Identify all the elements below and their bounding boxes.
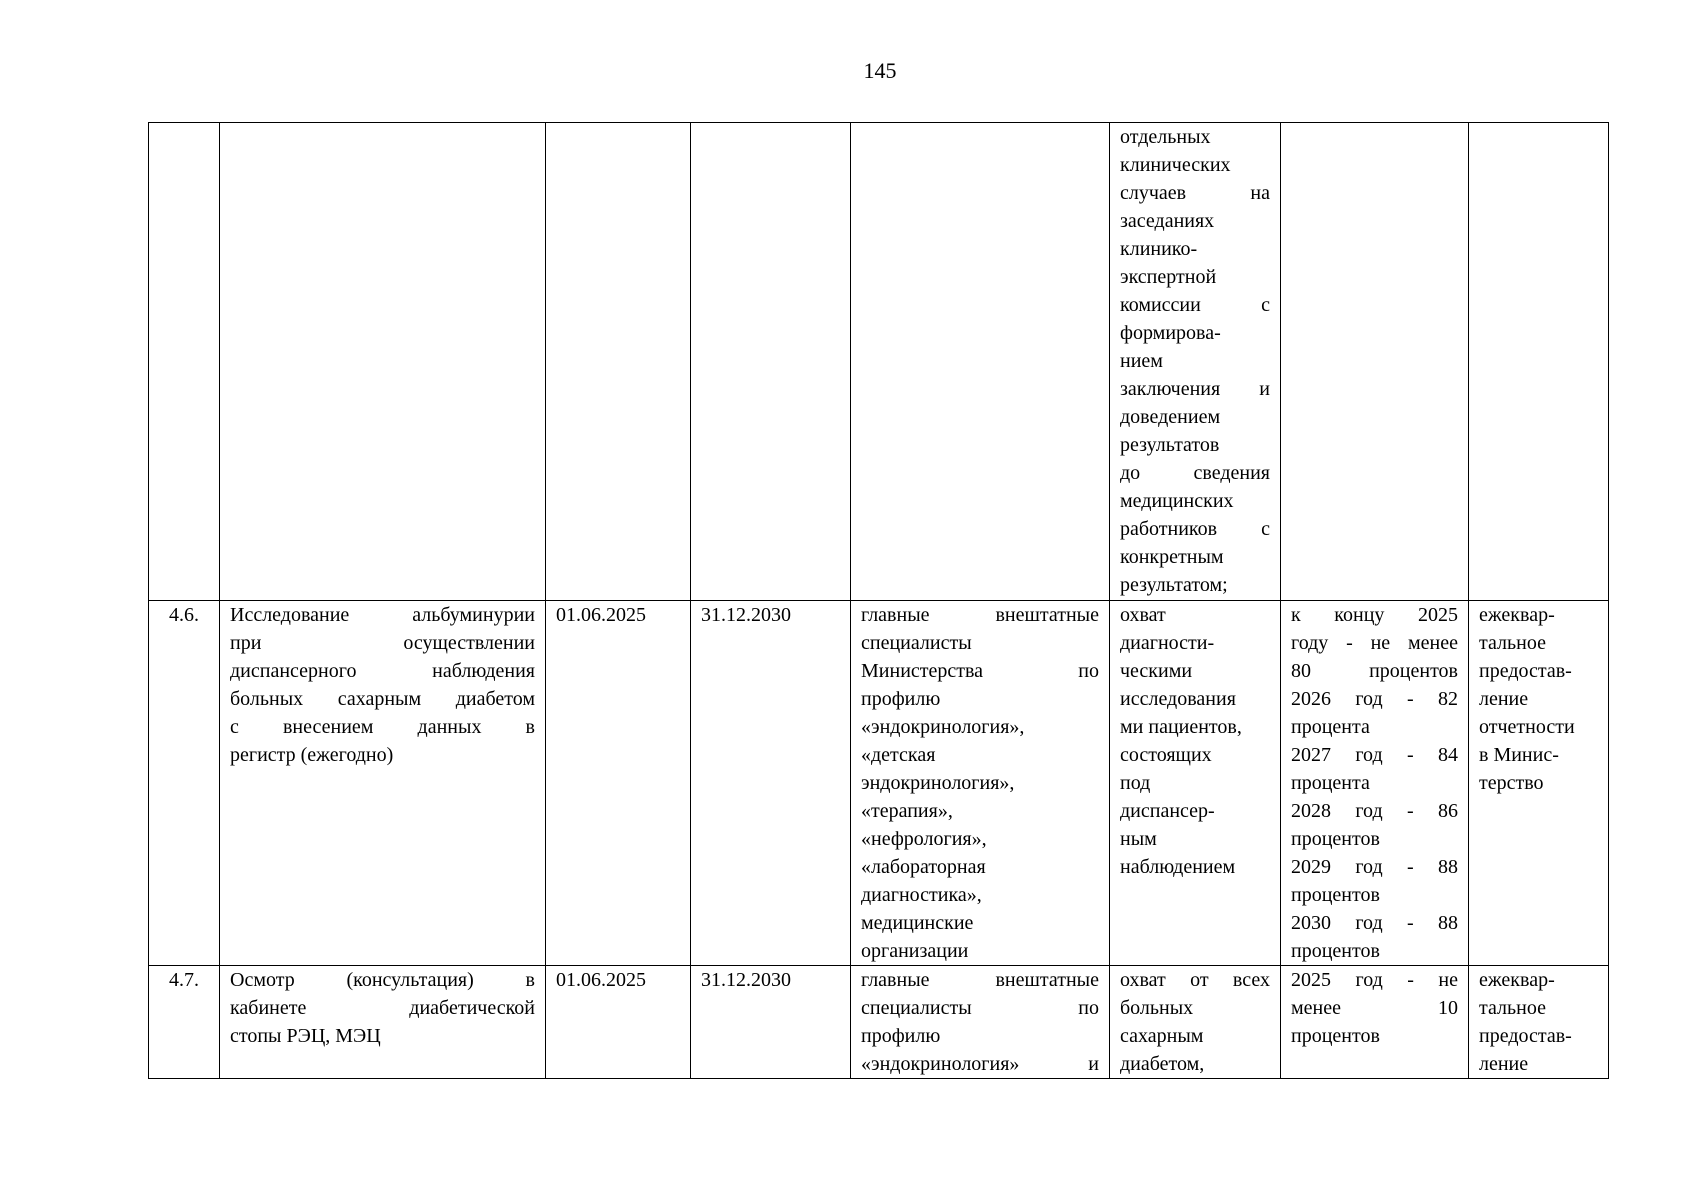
- cell-line: тальное: [1479, 997, 1546, 1019]
- cell-line: охват от всех: [1120, 969, 1270, 991]
- cell-line: 2030 год - 88: [1291, 912, 1458, 934]
- cell-line: под: [1120, 772, 1151, 794]
- cell-line: специалисты по: [861, 997, 1099, 1019]
- event-cell: [220, 966, 546, 1079]
- cell-line: охват: [1120, 604, 1166, 626]
- cell-line: главные внештатные: [861, 969, 1099, 991]
- table-row-continuation: [149, 123, 1609, 601]
- plan-table: [148, 122, 1609, 1079]
- cell-line: клинических: [1120, 154, 1231, 176]
- cell-line: случаев на: [1120, 182, 1270, 204]
- cell-line: комиссии с: [1120, 294, 1270, 316]
- cell-line: работников с: [1120, 518, 1270, 540]
- cell-line: процентов: [1291, 884, 1380, 906]
- cell-line: «лабораторная: [861, 856, 986, 878]
- cell-line: 2027 год - 84: [1291, 744, 1458, 766]
- reporting-cell: [1469, 966, 1609, 1079]
- cell-line: 2025 год - не: [1291, 969, 1458, 991]
- cell-line: результатом;: [1120, 574, 1228, 596]
- cell-line: профилю: [861, 1025, 941, 1047]
- cell-line: ным: [1120, 828, 1157, 850]
- cell-line: формирова-: [1120, 322, 1221, 344]
- indicator-cell: [1110, 123, 1281, 601]
- cell-line: диабетом,: [1120, 1053, 1205, 1075]
- cell-line: 80 процентов: [1291, 660, 1458, 682]
- cell-line: Осмотр (консультация) в: [230, 969, 535, 991]
- page-number: 145: [863, 58, 897, 83]
- row-number-cell: 4.7.: [149, 966, 220, 1079]
- reporting-cell: [1469, 601, 1609, 966]
- cell-line: предостав-: [1479, 660, 1572, 682]
- cell-line: с внесением данных в: [230, 716, 535, 738]
- cell-line: 2029 год - 88: [1291, 856, 1458, 878]
- cell-line: ление: [1479, 688, 1529, 710]
- cell-line: доведением: [1120, 406, 1221, 428]
- cell-line: диспансерного наблюдения: [230, 660, 535, 682]
- cell-line: до сведения: [1120, 462, 1270, 484]
- cell-line: кабинете диабетической: [230, 997, 535, 1019]
- target-cell: [1281, 601, 1469, 966]
- cell-line: результатов: [1120, 434, 1220, 456]
- cell-line: заключения и: [1120, 378, 1270, 400]
- target-cell: [1281, 966, 1469, 1079]
- cell-line: предостав-: [1479, 1025, 1572, 1047]
- cell-line: ми пациентов,: [1120, 716, 1242, 738]
- cell-line: эндокринология»,: [861, 772, 1015, 794]
- cell-line: диспансер-: [1120, 800, 1215, 822]
- cell-line: процентов: [1291, 940, 1380, 962]
- cell-line: процента: [1291, 716, 1370, 738]
- reporting-cell: [1469, 123, 1609, 601]
- cell-line: в Минис-: [1479, 744, 1559, 766]
- indicator-cell: [1110, 601, 1281, 966]
- cell-line: при осуществлении: [230, 632, 535, 654]
- row-number-cell: [149, 123, 220, 601]
- cell-line: 2028 год - 86: [1291, 800, 1458, 822]
- event-cell: [220, 601, 546, 966]
- row-number-cell: 4.6.: [149, 601, 220, 966]
- cell-line: отдельных: [1120, 126, 1211, 148]
- cell-line: отчетности: [1479, 716, 1575, 738]
- table-row-4-7: [149, 966, 1609, 1079]
- executors-cell: [851, 123, 1110, 601]
- cell-line: «детская: [861, 744, 936, 766]
- indicator-cell: [1110, 966, 1281, 1079]
- cell-line: состоящих: [1120, 744, 1212, 766]
- cell-line: году - не менее: [1291, 632, 1458, 654]
- cell-line: тальное: [1479, 632, 1546, 654]
- table-row-4-6: [149, 601, 1609, 966]
- cell-line: ление: [1479, 1053, 1529, 1075]
- cell-line: наблюдением: [1120, 856, 1236, 878]
- cell-line: процентов: [1291, 828, 1380, 850]
- executors-cell: [851, 966, 1110, 1079]
- cell-line: «нефрология»,: [861, 828, 987, 850]
- cell-line: исследования: [1120, 688, 1236, 710]
- cell-line: сахарным: [1120, 1025, 1204, 1047]
- start-date-cell: 01.06.2025: [546, 966, 691, 1079]
- target-cell: [1281, 123, 1469, 601]
- cell-line: организации: [861, 940, 969, 962]
- cell-line: нием: [1120, 350, 1163, 372]
- cell-line: больных: [1120, 997, 1194, 1019]
- cell-line: регистр (ежегодно): [230, 744, 394, 766]
- cell-line: процента: [1291, 772, 1370, 794]
- cell-line: «эндокринология» и: [861, 1053, 1099, 1075]
- cell-line: Министерства по: [861, 660, 1099, 682]
- end-date-cell: [691, 123, 851, 601]
- cell-line: ежеквар-: [1479, 969, 1555, 991]
- cell-line: процентов: [1291, 1025, 1380, 1047]
- cell-line: заседаниях: [1120, 210, 1215, 232]
- cell-line: главные внештатные: [861, 604, 1099, 626]
- cell-line: «терапия»,: [861, 800, 953, 822]
- cell-line: стопы РЭЦ, МЭЦ: [230, 1025, 381, 1047]
- event-cell: [220, 123, 546, 601]
- cell-line: клинико-: [1120, 238, 1198, 260]
- cell-line: 2026 год - 82: [1291, 688, 1458, 710]
- cell-line: профилю: [861, 688, 941, 710]
- cell-line: экспертной: [1120, 266, 1217, 288]
- start-date-cell: [546, 123, 691, 601]
- cell-line: медицинских: [1120, 490, 1234, 512]
- cell-line: Исследование альбуминурии: [230, 604, 535, 626]
- end-date-cell: 31.12.2030: [691, 601, 851, 966]
- cell-line: к концу 2025: [1291, 604, 1458, 626]
- end-date-cell: 31.12.2030: [691, 966, 851, 1079]
- cell-line: ежеквар-: [1479, 604, 1555, 626]
- cell-line: больных сахарным диабетом: [230, 688, 535, 710]
- cell-line: «эндокринология»,: [861, 716, 1025, 738]
- cell-line: терство: [1479, 772, 1544, 794]
- cell-line: менее 10: [1291, 997, 1458, 1019]
- start-date-cell: 01.06.2025: [546, 601, 691, 966]
- cell-line: ческими: [1120, 660, 1193, 682]
- cell-line: конкретным: [1120, 546, 1224, 568]
- cell-line: медицинские: [861, 912, 974, 934]
- executors-cell: [851, 601, 1110, 966]
- cell-line: диагностика»,: [861, 884, 982, 906]
- cell-line: специалисты: [861, 632, 972, 654]
- cell-line: диагности-: [1120, 632, 1215, 654]
